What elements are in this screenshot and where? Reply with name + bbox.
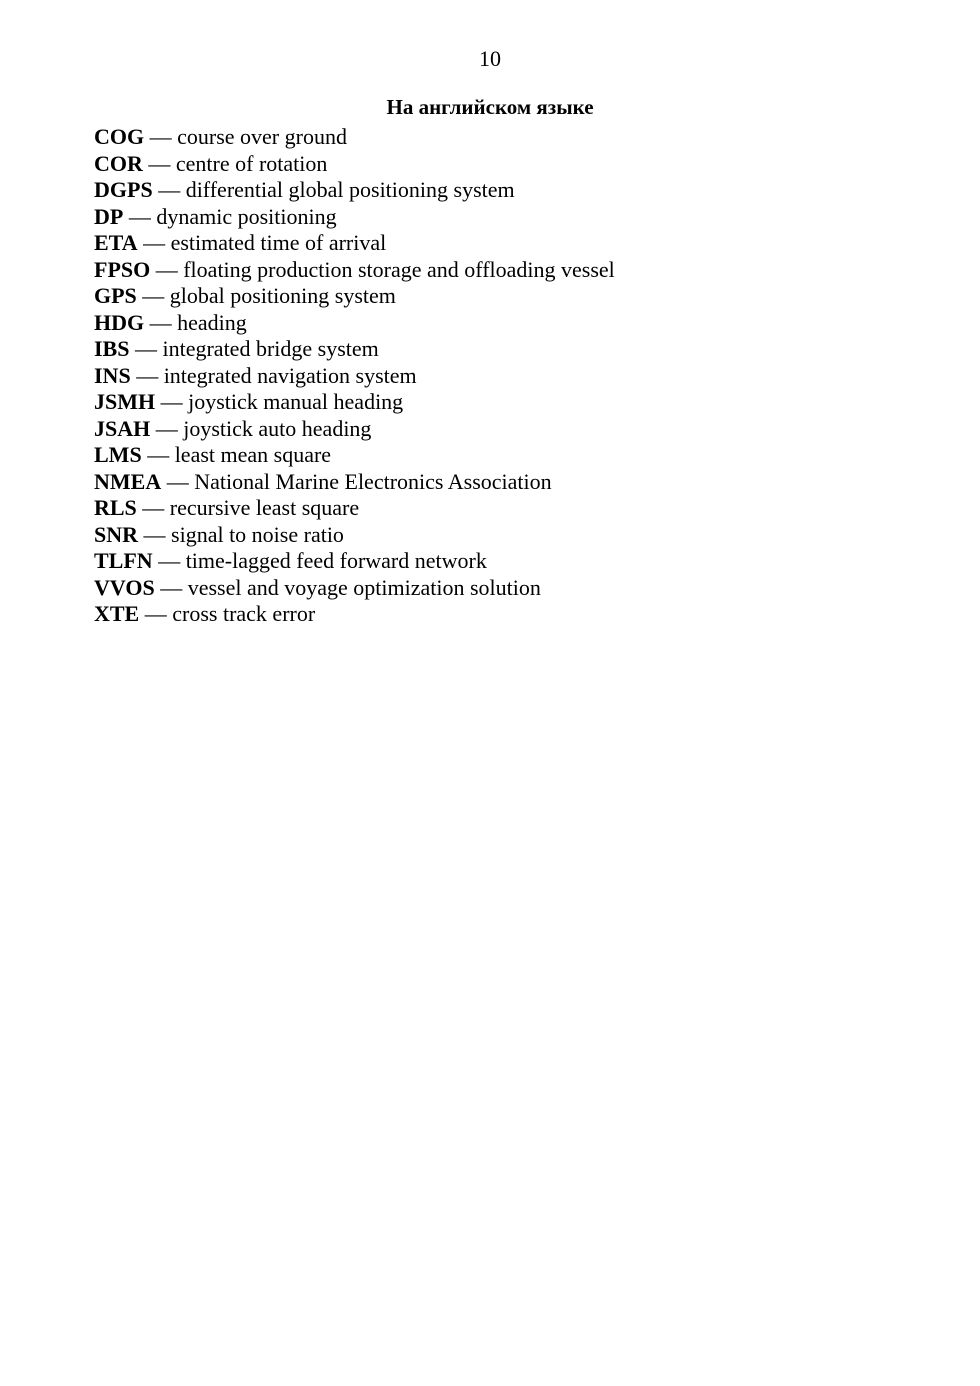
em-dash-separator: — [142,150,176,176]
page-number: 10 [479,46,501,71]
abbreviation-term: COR [94,150,143,176]
abbreviation-entry [94,495,615,522]
em-dash-separator: — [136,283,170,308]
abbreviation-term: SNR [94,521,139,547]
abbreviation-term: INS [94,362,131,388]
abbreviation-definition: floating production storage and offloading vessel [183,256,615,282]
abbreviation-entry [94,575,615,602]
em-dash-separator: — [154,574,188,600]
em-dash-separator: — [150,415,184,441]
abbreviation-term: GPS [94,283,137,308]
abbreviation-entry [94,522,615,549]
abbreviation-entry [94,283,615,310]
abbreviation-term: COG [94,124,145,149]
abbreviation-definition: vessel and voyage optimization solution [187,574,541,600]
abbreviation-term: JSAH [94,415,151,441]
abbreviation-definition: cross track error [172,601,316,626]
em-dash-separator: — [138,521,172,547]
abbreviation-list [94,124,615,628]
abbreviation-entry [94,204,615,231]
abbreviation-entry [94,469,615,496]
abbreviation-entry [94,389,615,416]
abbreviation-definition: joystick manual heading [188,389,404,414]
abbreviation-term: VVOS [94,574,155,600]
abbreviation-definition: differential global positioning system [185,177,515,202]
abbreviation-definition: centre of rotation [175,150,328,176]
section-title: На английском языке [386,95,594,119]
abbreviation-definition: recursive least square [169,495,360,520]
abbreviation-definition: signal to noise ratio [171,521,344,547]
abbreviation-definition: National Marine Electronics Association [194,468,552,494]
abbreviation-entry [94,601,615,628]
em-dash-separator: — [152,548,186,573]
abbreviation-definition: dynamic positioning [156,203,337,229]
em-dash-separator: — [161,468,195,494]
abbreviation-term: DP [94,203,124,229]
abbreviation-definition: course over ground [177,124,347,149]
abbreviation-entry [94,442,615,469]
abbreviation-entry [94,124,615,151]
abbreviation-term: IBS [94,336,130,361]
abbreviation-definition: joystick auto heading [183,415,372,441]
abbreviation-term: TLFN [94,548,153,573]
abbreviation-term: ETA [94,230,138,255]
abbreviation-term: DGPS [94,177,153,202]
em-dash-separator: — [144,124,178,149]
abbreviation-definition: least mean square [174,442,332,467]
em-dash-separator: — [150,256,184,282]
abbreviation-entry [94,257,615,284]
abbreviation-entry [94,416,615,443]
abbreviation-definition: heading [177,309,247,335]
abbreviation-term: XTE [94,601,140,626]
abbreviation-term: NMEA [94,468,162,494]
abbreviation-entry [94,310,615,337]
em-dash-separator: — [137,230,171,255]
abbreviation-definition: integrated navigation system [163,362,417,388]
abbreviation-definition: time-lagged feed forward network [185,548,487,573]
em-dash-separator: — [155,389,189,414]
abbreviation-term: JSMH [94,389,156,414]
abbreviation-definition: integrated bridge system [162,336,379,361]
em-dash-separator: — [152,177,186,202]
em-dash-separator: — [129,336,163,361]
abbreviation-entry [94,336,615,363]
em-dash-separator: — [139,601,173,626]
abbreviation-definition: global positioning system [169,283,396,308]
abbreviation-definition: estimated time of arrival [170,230,387,255]
abbreviation-entry [94,548,615,575]
abbreviation-entry [94,151,615,178]
abbreviation-entry [94,363,615,390]
em-dash-separator: — [123,203,157,229]
abbreviation-term: FPSO [94,256,151,282]
abbreviation-term: LMS [94,442,142,467]
abbreviation-entry [94,177,615,204]
em-dash-separator: — [144,309,178,335]
abbreviation-entry [94,230,615,257]
abbreviation-term: RLS [94,495,137,520]
abbreviation-term: HDG [94,309,145,335]
em-dash-separator: — [136,495,170,520]
em-dash-separator: — [130,362,164,388]
em-dash-separator: — [141,442,175,467]
